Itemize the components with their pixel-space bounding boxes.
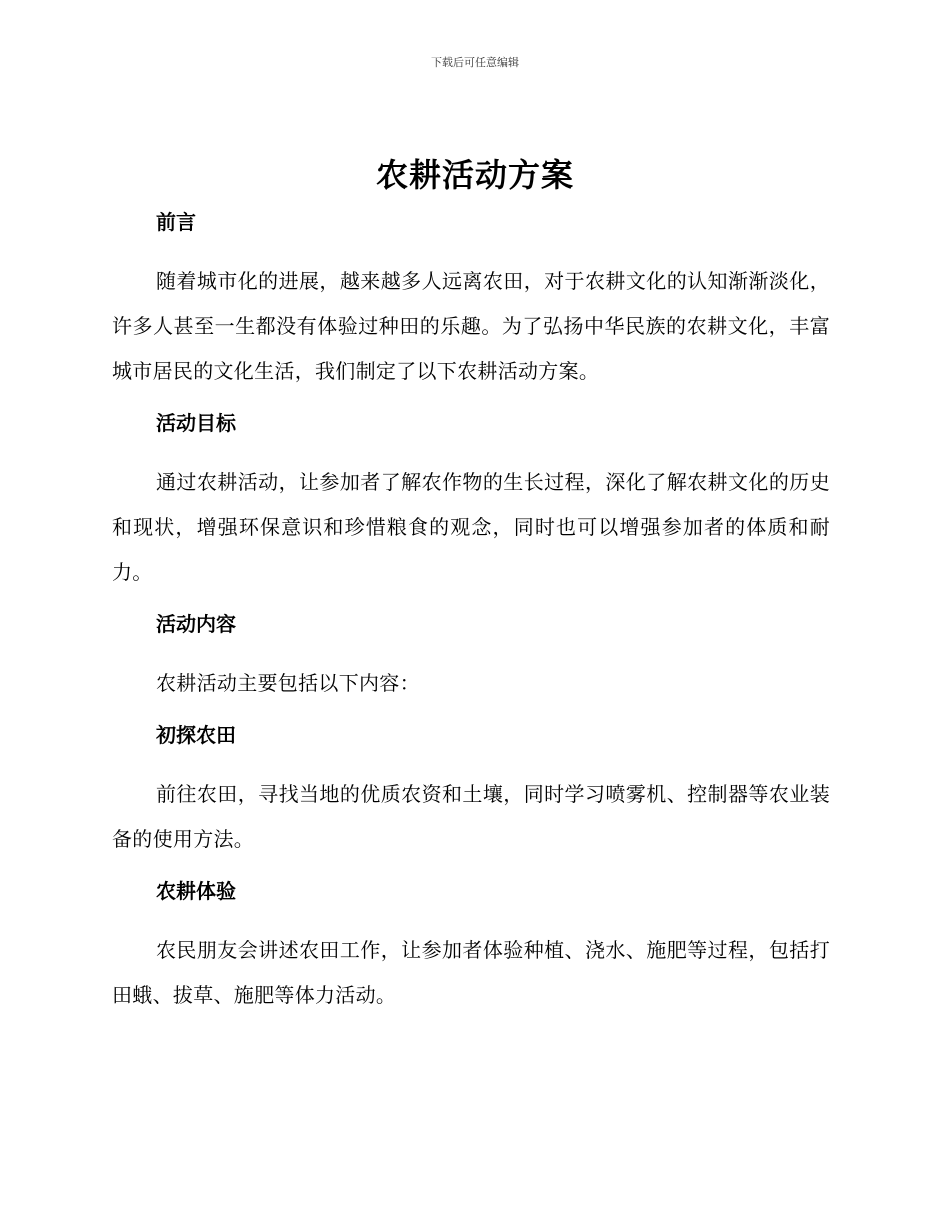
document-title: 农耕活动方案 <box>375 156 574 194</box>
section-farming-experience <box>112 874 830 1018</box>
section-heading: 活动内容 <box>156 612 236 636</box>
section-heading: 前言 <box>156 210 196 234</box>
section-heading: 活动目标 <box>156 411 236 435</box>
section-paragraph: 随着城市化的进展，越来越多人远离农田，对于农耕文化的认知渐渐淡化，许多人甚至一生都没有体验过种田的乐趣。为了弘扬中华民族的农耕文化，丰富城市居民的文化生活，我们制定了以下农耕活动方案。 <box>112 269 830 383</box>
section-paragraph: 农民朋友会讲述农田工作，让参加者体验种植、浇水、施肥等过程，包括打田蛾、拔草、施肥等体力活动。 <box>112 938 830 1007</box>
section-paragraph: 通过农耕活动，让参加者了解农作物的生长过程，深化了解农耕文化的历史和现状，增强环保意识和珍惜粮食的观念，同时也可以增强参加者的体质和耐力。 <box>112 470 830 584</box>
section-content <box>112 607 830 718</box>
header-note: 下载后可任意编辑 <box>431 56 519 69</box>
section-explore-fields <box>112 718 830 874</box>
section-heading: 农耕体验 <box>156 879 236 903</box>
section-goals <box>112 406 830 607</box>
section-paragraph: 农耕活动主要包括以下内容： <box>156 671 420 695</box>
section-paragraph: 前往农田，寻找当地的优质农资和土壤，同时学习喷雾机、控制器等农业装备的使用方法。 <box>112 782 830 851</box>
section-heading: 初探农田 <box>156 723 236 747</box>
document-body <box>112 205 830 1018</box>
section-preface <box>112 205 830 406</box>
